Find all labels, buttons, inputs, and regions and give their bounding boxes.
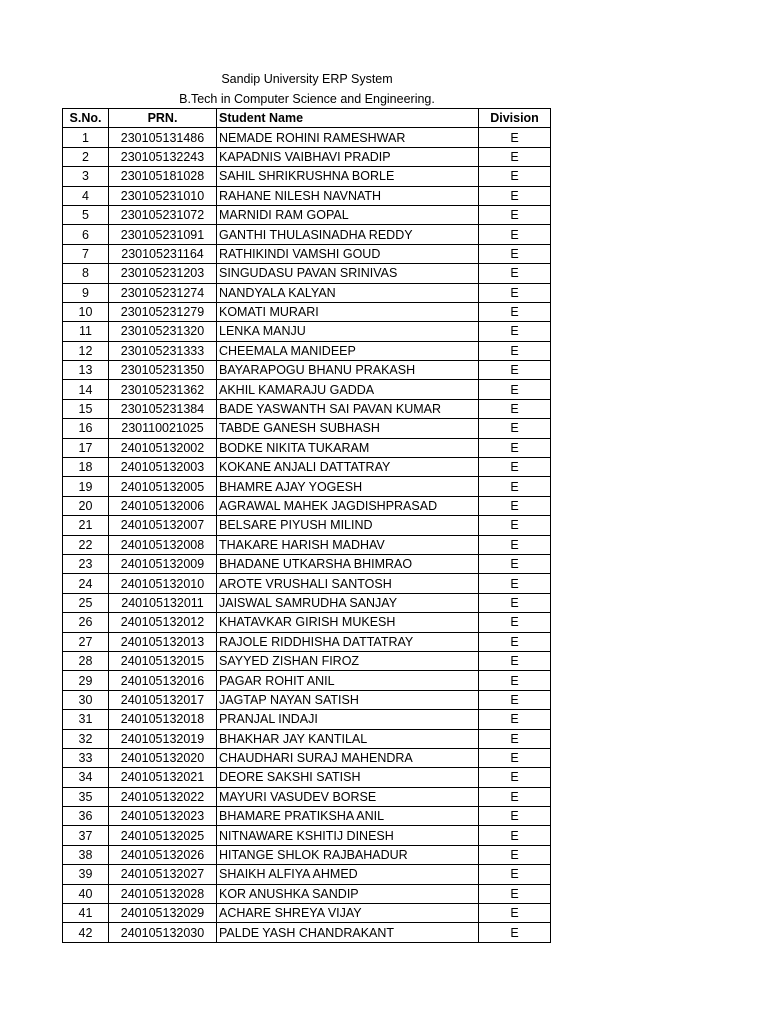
table-row [63,186,551,205]
cell-division: E [479,593,551,612]
cell-student-name: KOR ANUSHKA SANDIP [217,884,479,903]
cell-student-name: BODKE NIKITA TUKARAM [217,438,479,457]
cell-division: E [479,496,551,515]
cell-sno: 37 [63,826,109,845]
cell-prn: 240105132006 [109,496,217,515]
cell-sno: 5 [63,205,109,224]
cell-prn: 240105132021 [109,768,217,787]
cell-sno: 40 [63,884,109,903]
cell-division: E [479,865,551,884]
cell-student-name: PAGAR ROHIT ANIL [217,671,479,690]
cell-prn: 240105132003 [109,458,217,477]
table-row [63,458,551,477]
cell-division: E [479,167,551,186]
cell-prn: 230105231072 [109,205,217,224]
cell-prn: 230110021025 [109,419,217,438]
cell-division: E [479,458,551,477]
table-row [63,690,551,709]
table-row [63,904,551,923]
cell-prn: 230105231384 [109,399,217,418]
cell-prn: 240105132017 [109,690,217,709]
table-row [63,807,551,826]
cell-sno: 39 [63,865,109,884]
table-row [63,341,551,360]
table-row [63,671,551,690]
cell-prn: 230105131486 [109,128,217,147]
table-row [63,283,551,302]
table-row [63,380,551,399]
cell-sno: 18 [63,458,109,477]
table-row [63,302,551,321]
cell-sno: 1 [63,128,109,147]
cell-sno: 9 [63,283,109,302]
cell-division: E [479,613,551,632]
cell-sno: 21 [63,516,109,535]
cell-sno: 8 [63,264,109,283]
cell-prn: 240105132010 [109,574,217,593]
cell-division: E [479,419,551,438]
cell-prn: 240105132005 [109,477,217,496]
cell-division: E [479,186,551,205]
cell-student-name: DEORE SAKSHI SATISH [217,768,479,787]
cell-sno: 29 [63,671,109,690]
table-row [63,729,551,748]
cell-division: E [479,380,551,399]
cell-prn: 230105231274 [109,283,217,302]
cell-division: E [479,516,551,535]
cell-student-name: BHAMARE PRATIKSHA ANIL [217,807,479,826]
table-row [63,264,551,283]
table-row [63,748,551,767]
cell-division: E [479,923,551,942]
cell-sno: 16 [63,419,109,438]
cell-sno: 22 [63,535,109,554]
cell-prn: 240105132016 [109,671,217,690]
cell-division: E [479,264,551,283]
cell-prn: 230105231333 [109,341,217,360]
cell-student-name: RATHIKINDI VAMSHI GOUD [217,244,479,263]
cell-division: E [479,574,551,593]
cell-sno: 15 [63,399,109,418]
cell-student-name: HITANGE SHLOK RAJBAHADUR [217,845,479,864]
cell-prn: 230105231164 [109,244,217,263]
cell-sno: 35 [63,787,109,806]
cell-sno: 7 [63,244,109,263]
cell-student-name: PRANJAL INDAJI [217,710,479,729]
cell-prn: 230105231279 [109,302,217,321]
column-header-student-name: Student Name [217,109,479,128]
cell-division: E [479,302,551,321]
cell-student-name: BHAMRE AJAY YOGESH [217,477,479,496]
cell-division: E [479,671,551,690]
cell-student-name: MARNIDI RAM GOPAL [217,205,479,224]
cell-student-name: BAYARAPOGU BHANU PRAKASH [217,361,479,380]
cell-sno: 6 [63,225,109,244]
cell-prn: 240105132018 [109,710,217,729]
cell-division: E [479,807,551,826]
cell-prn: 240105132027 [109,865,217,884]
cell-division: E [479,632,551,651]
cell-prn: 240105132011 [109,593,217,612]
cell-prn: 240105132019 [109,729,217,748]
column-header-prn: PRN. [109,109,217,128]
page-title: Sandip University ERP System [221,72,393,86]
cell-student-name: CHEEMALA MANIDEEP [217,341,479,360]
table-row [63,147,551,166]
cell-student-name: NANDYALA KALYAN [217,283,479,302]
cell-sno: 42 [63,923,109,942]
cell-student-name: KOMATI MURARI [217,302,479,321]
table-row [63,205,551,224]
cell-student-name: THAKARE HARISH MADHAV [217,535,479,554]
cell-division: E [479,729,551,748]
cell-student-name: KHATAVKAR GIRISH MUKESH [217,613,479,632]
cell-student-name: GANTHI THULASINADHA REDDY [217,225,479,244]
cell-prn: 230105231091 [109,225,217,244]
cell-prn: 240105132023 [109,807,217,826]
cell-sno: 38 [63,845,109,864]
cell-division: E [479,535,551,554]
cell-sno: 30 [63,690,109,709]
cell-student-name: BHADANE UTKARSHA BHIMRAO [217,554,479,573]
table-row [63,516,551,535]
cell-student-name: PALDE YASH CHANDRAKANT [217,923,479,942]
table-row [63,419,551,438]
page-subtitle: B.Tech in Computer Science and Engineering. [179,92,435,106]
cell-student-name: AROTE VRUSHALI SANTOSH [217,574,479,593]
cell-sno: 25 [63,593,109,612]
cell-sno: 32 [63,729,109,748]
table-row [63,845,551,864]
cell-division: E [479,283,551,302]
cell-sno: 3 [63,167,109,186]
table-row [63,865,551,884]
cell-student-name: SAYYED ZISHAN FIROZ [217,651,479,670]
cell-sno: 12 [63,341,109,360]
cell-sno: 26 [63,613,109,632]
cell-sno: 13 [63,361,109,380]
cell-student-name: NITNAWARE KSHITIJ DINESH [217,826,479,845]
student-table [62,108,551,943]
cell-prn: 240105132020 [109,748,217,767]
cell-prn: 240105132025 [109,826,217,845]
cell-division: E [479,710,551,729]
cell-sno: 36 [63,807,109,826]
cell-sno: 23 [63,554,109,573]
table-row [63,613,551,632]
cell-sno: 34 [63,768,109,787]
table-row [63,167,551,186]
cell-prn: 240105132012 [109,613,217,632]
cell-sno: 10 [63,302,109,321]
cell-student-name: JAISWAL SAMRUDHA SANJAY [217,593,479,612]
table-row [63,884,551,903]
table-row [63,322,551,341]
cell-student-name: SAHIL SHRIKRUSHNA BORLE [217,167,479,186]
cell-division: E [479,341,551,360]
table-row [63,554,551,573]
cell-prn: 240105132028 [109,884,217,903]
cell-prn: 240105132008 [109,535,217,554]
cell-division: E [479,225,551,244]
table-row [63,535,551,554]
cell-prn: 240105132002 [109,438,217,457]
cell-student-name: BELSARE PIYUSH MILIND [217,516,479,535]
cell-student-name: ACHARE SHREYA VIJAY [217,904,479,923]
table-row [63,128,551,147]
column-header-division: Division [479,109,551,128]
cell-prn: 240105132015 [109,651,217,670]
table-row [63,710,551,729]
cell-prn: 230105231362 [109,380,217,399]
cell-division: E [479,322,551,341]
table-row [63,651,551,670]
cell-prn: 230105231350 [109,361,217,380]
table-header-row [63,109,551,128]
cell-division: E [479,826,551,845]
cell-student-name: CHAUDHARI SURAJ MAHENDRA [217,748,479,767]
cell-division: E [479,147,551,166]
cell-sno: 28 [63,651,109,670]
cell-prn: 240105132013 [109,632,217,651]
table-row [63,399,551,418]
cell-division: E [479,884,551,903]
cell-division: E [479,554,551,573]
cell-student-name: BADE YASWANTH SAI PAVAN KUMAR [217,399,479,418]
cell-student-name: RAJOLE RIDDHISHA DATTATRAY [217,632,479,651]
cell-student-name: MAYURI VASUDEV BORSE [217,787,479,806]
cell-sno: 17 [63,438,109,457]
cell-student-name: NEMADE ROHINI RAMESHWAR [217,128,479,147]
cell-sno: 4 [63,186,109,205]
cell-division: E [479,845,551,864]
table-row [63,574,551,593]
cell-division: E [479,748,551,767]
cell-division: E [479,690,551,709]
cell-prn: 240105132009 [109,554,217,573]
cell-prn: 240105132007 [109,516,217,535]
cell-division: E [479,438,551,457]
cell-student-name: JAGTAP NAYAN SATISH [217,690,479,709]
cell-sno: 11 [63,322,109,341]
cell-division: E [479,477,551,496]
cell-student-name: LENKA MANJU [217,322,479,341]
table-row [63,632,551,651]
cell-sno: 33 [63,748,109,767]
table-row [63,225,551,244]
cell-division: E [479,768,551,787]
table-row [63,768,551,787]
cell-prn: 230105231320 [109,322,217,341]
cell-sno: 41 [63,904,109,923]
cell-sno: 20 [63,496,109,515]
cell-student-name: RAHANE NILESH NAVNATH [217,186,479,205]
table-row [63,438,551,457]
cell-student-name: AGRAWAL MAHEK JAGDISHPRASAD [217,496,479,515]
cell-prn: 230105181028 [109,167,217,186]
cell-prn: 240105132029 [109,904,217,923]
cell-student-name: BHAKHAR JAY KANTILAL [217,729,479,748]
cell-sno: 14 [63,380,109,399]
table-row [63,923,551,942]
cell-division: E [479,651,551,670]
cell-division: E [479,787,551,806]
cell-division: E [479,128,551,147]
cell-prn: 240105132030 [109,923,217,942]
table-row [63,244,551,263]
table-row [63,826,551,845]
cell-division: E [479,244,551,263]
cell-sno: 31 [63,710,109,729]
table-row [63,787,551,806]
cell-sno: 19 [63,477,109,496]
column-header-sno: S.No. [63,109,109,128]
cell-sno: 27 [63,632,109,651]
cell-division: E [479,904,551,923]
cell-student-name: SINGUDASU PAVAN SRINIVAS [217,264,479,283]
cell-prn: 230105231010 [109,186,217,205]
cell-prn: 240105132022 [109,787,217,806]
cell-student-name: AKHIL KAMARAJU GADDA [217,380,479,399]
table-row [63,477,551,496]
cell-sno: 24 [63,574,109,593]
cell-student-name: KAPADNIS VAIBHAVI PRADIP [217,147,479,166]
cell-student-name: TABDE GANESH SUBHASH [217,419,479,438]
cell-division: E [479,399,551,418]
cell-prn: 230105231203 [109,264,217,283]
table-row [63,361,551,380]
cell-prn: 240105132026 [109,845,217,864]
cell-division: E [479,361,551,380]
table-row [63,593,551,612]
cell-division: E [479,205,551,224]
table-row [63,496,551,515]
cell-student-name: SHAIKH ALFIYA AHMED [217,865,479,884]
cell-prn: 230105132243 [109,147,217,166]
cell-sno: 2 [63,147,109,166]
cell-student-name: KOKANE ANJALI DATTATRAY [217,458,479,477]
